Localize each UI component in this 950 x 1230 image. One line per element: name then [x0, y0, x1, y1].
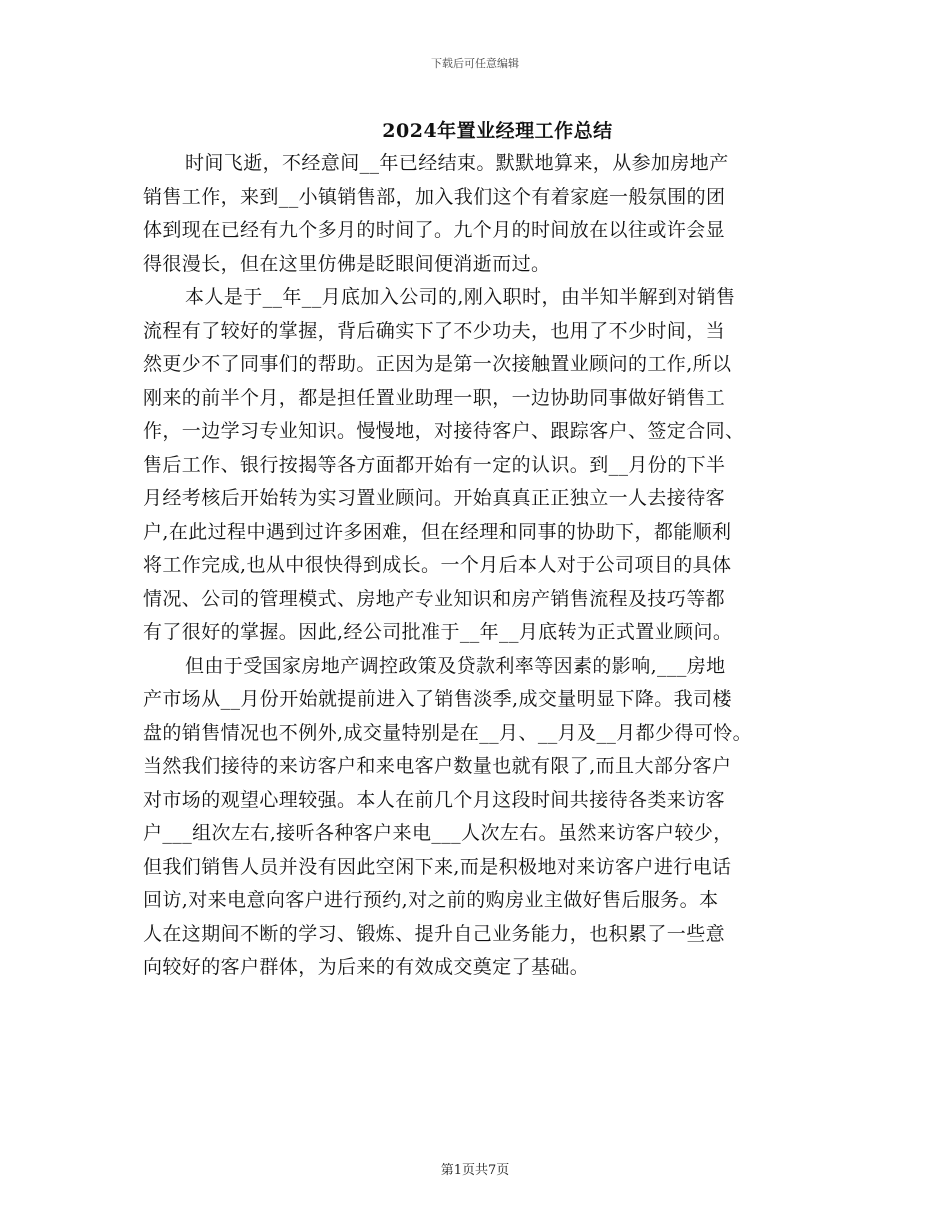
body-line: 人在这期间不断的学习、锻炼、提升自己业务能力，也积累了一些意 — [143, 922, 726, 945]
body-line: 回访,对来电意向客户进行预约,对之前的购房业主做好售后服务。本 — [143, 889, 719, 911]
page-number: 第1页共7页 — [440, 1163, 510, 1178]
body-line: 流程有了较好的掌握，背后确实下了不少功夫，也用了不少时间，当 — [143, 319, 726, 342]
body-line: 售后工作、银行按揭等各方面都开始有一定的认识。到__月份的下半 — [143, 453, 726, 476]
page-header-note: 下载后可任意编辑 — [431, 57, 519, 70]
body-line: 体到现在已经有九个多月的时间了。九个月的时间放在以往或许会显 — [143, 219, 726, 241]
body-line: 将工作完成,也从中很快得到成长。一个月后本人对于公司项目的具体 — [143, 554, 732, 576]
body-line: 然更少不了同事们的帮助。正因为是第一次接触置业顾问的工作,所以 — [143, 353, 732, 375]
body-line: 户,在此过程中遇到过许多困难，但在经理和同事的协助下，都能顺利 — [143, 520, 732, 543]
body-line: 盘的销售情况也不例外,成交量特别是在__月、__月及__月都少得可怜。 — [143, 721, 753, 744]
body-line: 但我们销售人员并没有因此空闲下来,而是积极地对来访客户进行电话 — [143, 855, 732, 878]
body-line: 户___组次左右,接听各种客户来电___人次左右。虽然来访客户较少， — [143, 822, 733, 844]
document-body — [143, 147, 823, 985]
body-line: 销售工作，来到__小镇销售部，加入我们这个有着家庭一般氛围的团 — [143, 185, 726, 208]
body-line: 情况、公司的管理模式、房地产专业知识和房产销售流程及技巧等都 — [143, 587, 726, 610]
body-line: 有了很好的掌握。因此,经公司批准于__年__月底转为正式置业顾问。 — [143, 621, 733, 643]
body-line: 当然我们接待的来访客户和来电客户数量也就有限了,而且大部分客户 — [143, 755, 732, 777]
body-line: 刚来的前半个月，都是担任置业助理一职，一边协助同事做好销售工 — [143, 386, 726, 409]
body-line: 但由于受国家房地产调控政策及贷款利率等因素的影响,___房地 — [185, 654, 726, 677]
body-line: 月经考核后开始转为实习置业顾问。开始真真正正独立一人去接待客 — [143, 487, 726, 509]
body-line: 向较好的客户群体，为后来的有效成交奠定了基础。 — [143, 956, 590, 978]
body-line: 本人是于__年__月底加入公司的,刚入职时，由半知半解到对销售 — [185, 286, 736, 308]
body-line: 作，一边学习专业知识。慢慢地，对接待客户、跟踪客户、签定合同、 — [143, 420, 745, 442]
body-line: 产市场从__月份开始就提前进入了销售淡季,成交量明显下降。我司楼 — [143, 688, 732, 710]
document-title: 2024年置业经理工作总结 — [382, 120, 613, 142]
body-line: 时间飞逝，不经意间__年已经结束。默默地算来，从参加房地产 — [185, 152, 729, 174]
body-line: 对市场的观望心理较强。本人在前几个月这段时间共接待各类来访客 — [143, 788, 726, 811]
body-line: 得很漫长，但在这里仿佛是眨眼间便消逝而过。 — [143, 252, 551, 275]
